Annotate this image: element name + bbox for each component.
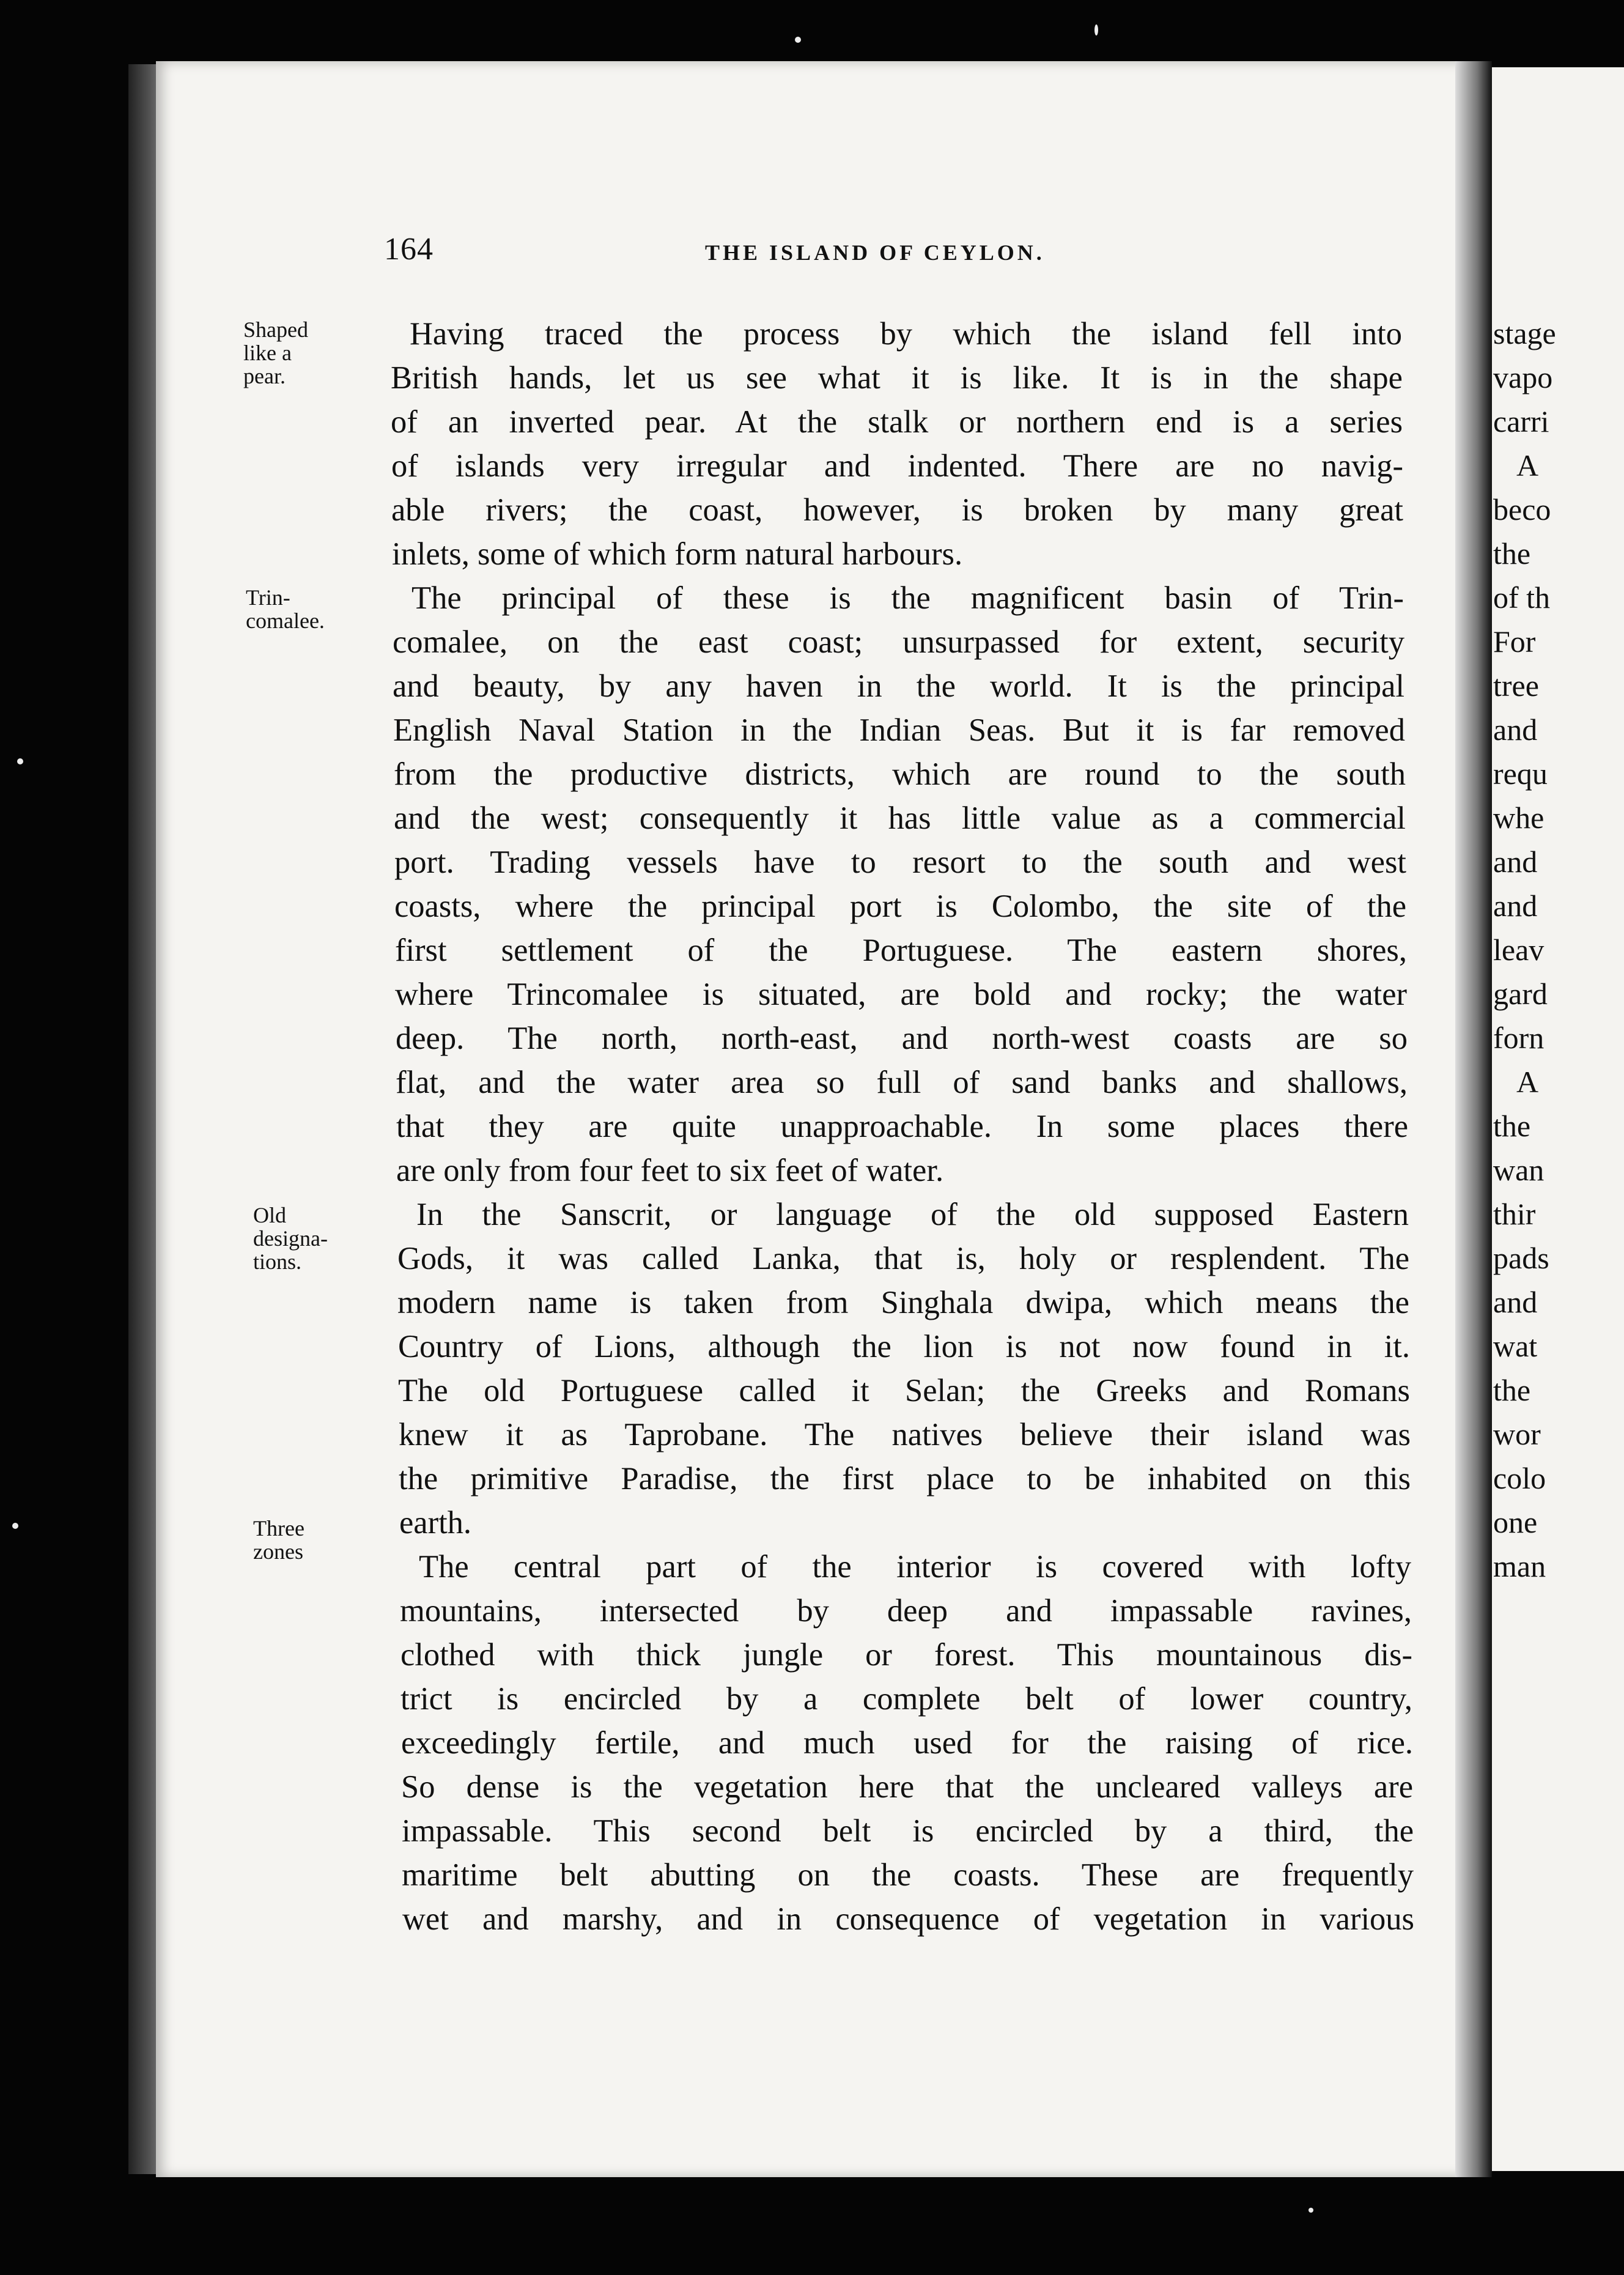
text-line: wet and marshy, and in consequence of vegetation in various xyxy=(402,1901,1414,1937)
facing-page-fragment: tree xyxy=(1493,668,1539,703)
facing-page-fragment: A xyxy=(1516,1065,1539,1099)
scan-speck xyxy=(795,37,801,43)
text-line: where Trincomalee is situated, are bold and rocky; the water xyxy=(395,977,1407,1012)
facing-page-fragment: For xyxy=(1493,624,1536,659)
text-line: The principal of these is the magnificent basin of Trin- xyxy=(412,580,1404,616)
text-line: port. Trading vessels have to resort to the south and west xyxy=(394,845,1406,880)
text-line: flat, and the water area so full of sand banks and shallows, xyxy=(396,1065,1408,1100)
facing-page-fragment: requ xyxy=(1493,756,1548,791)
facing-page-fragment: the xyxy=(1493,536,1531,571)
facing-page-fragment: wan xyxy=(1493,1153,1545,1187)
facing-page-fragment: the xyxy=(1493,1373,1531,1407)
running-title: THE ISLAND OF CEYLON. xyxy=(705,240,1045,265)
text-line: of islands very irregular and indented. There are no navig- xyxy=(391,448,1403,484)
text-line: the primitive Paradise, the first place to be inhabited on this xyxy=(399,1461,1411,1496)
text-line: able rivers; the coast, however, is broken by many great xyxy=(391,492,1403,528)
text-line: modern name is taken from Singhala dwipa, which means the xyxy=(397,1285,1409,1320)
facing-page-fragment: the xyxy=(1493,1109,1531,1143)
text-line: clothed with thick jungle or forest. This mountainous dis- xyxy=(400,1637,1412,1673)
text-line: mountains, intersected by deep and impassable ravines, xyxy=(400,1593,1412,1629)
facing-page-fragment: colo xyxy=(1493,1461,1546,1495)
text-line: inlets, some of which form natural harbours. xyxy=(392,536,963,572)
text-line: maritime belt abutting on the coasts. These are frequently xyxy=(402,1857,1414,1893)
facing-page-fragment: pads xyxy=(1493,1241,1549,1275)
page-header xyxy=(384,231,1405,274)
text-line: that they are quite unapproachable. In some places there xyxy=(396,1109,1408,1144)
side-note: Three zones xyxy=(253,1516,304,1564)
facing-page-fragment: man xyxy=(1493,1549,1546,1583)
text-line: knew it as Taprobane. The natives believe their island was xyxy=(399,1417,1411,1452)
text-line: earth. xyxy=(399,1505,472,1541)
text-line: are only from four feet to six feet of water. xyxy=(396,1153,944,1188)
text-line: deep. The north, north-east, and north-west coasts are so xyxy=(396,1021,1408,1056)
side-note: Old designa- tions. xyxy=(253,1203,328,1274)
facing-page-fragment: one xyxy=(1493,1505,1538,1539)
facing-page-fragment: and xyxy=(1493,1285,1538,1319)
scan-speck xyxy=(17,758,23,764)
text-line: British hands, let us see what it is like. It is in the shape xyxy=(391,360,1403,396)
facing-page-fragment: forn xyxy=(1493,1021,1545,1055)
text-line: and beauty, by any haven in the world. It is the principal xyxy=(393,668,1404,704)
facing-page xyxy=(1492,67,1624,2171)
text-line: impassable. This second belt is encircled by a third, the xyxy=(402,1813,1414,1849)
facing-page-fragment: of th xyxy=(1493,580,1551,615)
text-line: In the Sanscrit, or language of the old supposed Eastern xyxy=(416,1197,1409,1232)
facing-page-fragment: and xyxy=(1493,889,1538,923)
scan-speck xyxy=(1094,24,1098,35)
scan-speck xyxy=(12,1523,18,1529)
text-line: from the productive districts, which are round to the south xyxy=(394,756,1406,792)
facing-page-fragment: beco xyxy=(1493,492,1551,527)
book-gutter xyxy=(1455,61,1492,2177)
facing-page-fragment: wor xyxy=(1493,1417,1541,1451)
side-note: Trin- comalee. xyxy=(246,585,325,633)
text-line: The old Portuguese called it Selan; the Greeks and Romans xyxy=(398,1373,1410,1408)
facing-page-fragment: A xyxy=(1516,448,1539,483)
text-line: first settlement of the Portuguese. The eastern shores, xyxy=(395,933,1407,968)
text-line: English Naval Station in the Indian Seas. But it is far removed xyxy=(393,712,1405,748)
text-line: comalee, on the east coast; unsurpassed for extent, security xyxy=(393,624,1404,660)
facing-page-fragment: whe xyxy=(1493,801,1545,835)
page-number: 164 xyxy=(384,232,434,267)
text-line: The central part of the interior is covered with lofty xyxy=(419,1549,1411,1585)
facing-page-fragment: and xyxy=(1493,845,1538,879)
text-line: and the west; consequently it has little value as a commercial xyxy=(394,801,1406,836)
facing-page-fragment: gard xyxy=(1493,977,1548,1011)
scan-speck xyxy=(1308,2208,1313,2213)
facing-page-fragment: thir xyxy=(1493,1197,1536,1231)
facing-page-fragment: leav xyxy=(1493,933,1545,967)
text-line: So dense is the vegetation here that the uncleared valleys are xyxy=(401,1769,1413,1805)
text-line: coasts, where the principal port is Colombo, the site of the xyxy=(394,889,1406,924)
facing-page-fragment: vapo xyxy=(1493,360,1553,394)
facing-page-fragment: and xyxy=(1493,712,1538,747)
text-line: Gods, it was called Lanka, that is, holy or resplendent. The xyxy=(397,1241,1409,1276)
facing-page-fragment: carri xyxy=(1493,404,1549,438)
text-line: Country of Lions, although the lion is not now found in it. xyxy=(398,1329,1410,1364)
facing-page-fragment: stage xyxy=(1493,316,1556,350)
text-line: trict is encircled by a complete belt of lower country, xyxy=(400,1681,1412,1717)
text-line: Having traced the process by which the island fell into xyxy=(410,316,1402,352)
text-line: exceedingly fertile, and much used for the raising of rice. xyxy=(401,1725,1413,1761)
side-note: Shaped like a pear. xyxy=(243,317,308,388)
text-line: of an inverted pear. At the stalk or northern end is a series xyxy=(391,404,1403,440)
facing-page-fragment: wat xyxy=(1493,1329,1538,1363)
